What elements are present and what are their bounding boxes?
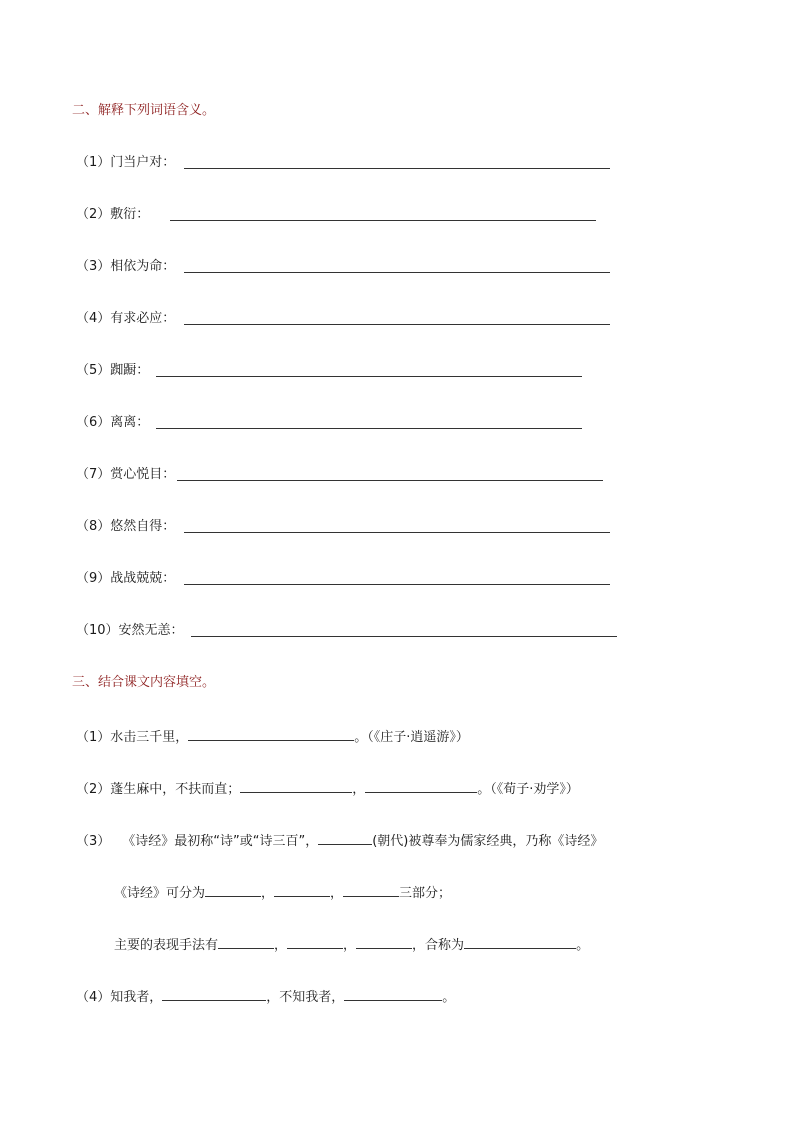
q3-line3-text-a: 主要的表现手法有 (114, 938, 219, 953)
q1-prefix: （1）水击三千里， (76, 730, 189, 745)
q3-line2-text-b: 三部分； (399, 886, 452, 901)
vocab-item-7: （7）赏心悦目： (76, 467, 176, 482)
q1-suffix: 。（《庄子·逍遥游》） (354, 730, 469, 745)
vocab-item-5: （5）踟蹰： (76, 363, 150, 378)
q3-combined-name-blank[interactable] (464, 935, 576, 949)
vocab-item-4: （4）有求必应： (76, 311, 176, 326)
fill-question-3-line-1 (76, 831, 603, 850)
answer-line-5[interactable] (156, 376, 582, 377)
q4-prefix: （4）知我者， (76, 990, 163, 1005)
q3-dynasty-blank[interactable] (318, 831, 372, 845)
answer-line-1[interactable] (184, 168, 610, 169)
q3-part-blank-3[interactable] (343, 883, 399, 897)
vocab-item-6: （6）离离： (76, 415, 150, 430)
answer-line-9[interactable] (184, 584, 610, 585)
answer-line-3[interactable] (184, 272, 610, 273)
answer-line-8[interactable] (184, 532, 610, 533)
q4-middle: ，不知我者， (266, 990, 345, 1005)
q3-line3-text-b: ，合称为 (412, 938, 465, 953)
vocab-item-9: （9）战战兢兢： (76, 571, 176, 586)
q3-end: 。 (576, 938, 590, 953)
answer-line-7[interactable] (177, 480, 603, 481)
fill-question-1 (76, 727, 469, 746)
vocab-item-3: （3）相依为命： (76, 259, 176, 274)
q2-prefix: （2）蓬生麻中，不扶而直； (76, 782, 241, 797)
q3-technique-blank-1[interactable] (218, 935, 274, 949)
q3-sep-3: ， (274, 938, 288, 953)
vocab-item-10: （10）安然无恙： (76, 623, 184, 638)
q4-blank-2[interactable] (344, 987, 442, 1001)
q3-technique-blank-2[interactable] (287, 935, 343, 949)
q3-sep-1: ， (261, 886, 275, 901)
q3-part-blank-1[interactable] (205, 883, 261, 897)
q3-line1-text-a: 《诗经》最初称“诗”或“诗三百”， (122, 834, 319, 849)
q2-blank-2[interactable] (365, 779, 477, 793)
q3-technique-blank-3[interactable] (356, 935, 412, 949)
fill-question-4 (76, 987, 455, 1006)
q2-separator: ， (352, 782, 366, 797)
section-2-title: 二、解释下列词语含义。 (72, 103, 216, 118)
q3-number: （3） (76, 834, 111, 849)
fill-question-3-line-2 (114, 883, 451, 902)
answer-line-6[interactable] (156, 428, 582, 429)
q3-sep-2: ， (330, 886, 344, 901)
q2-suffix: 。（《荀子·劝学》） (477, 782, 579, 797)
answer-line-10[interactable] (191, 636, 617, 637)
q3-sep-4: ， (343, 938, 357, 953)
answer-line-4[interactable] (184, 324, 610, 325)
q3-part-blank-2[interactable] (274, 883, 330, 897)
section-3-title: 三、结合课文内容填空。 (72, 675, 216, 690)
fill-question-3-line-3 (114, 935, 589, 954)
fill-question-2 (76, 779, 579, 798)
q3-line1-text-b: (朝代)被尊奉为儒家经典，乃称《诗经》 (372, 834, 604, 849)
vocab-item-8: （8）悠然自得： (76, 519, 176, 534)
q4-suffix: 。 (442, 990, 456, 1005)
vocab-item-1: （1）门当户对： (76, 155, 176, 170)
q3-line2-text-a: 《诗经》可分为 (114, 886, 206, 901)
q4-blank-1[interactable] (162, 987, 266, 1001)
q1-blank[interactable] (188, 727, 354, 741)
q2-blank-1[interactable] (240, 779, 352, 793)
vocab-item-2: （2）敷衍： (76, 207, 150, 222)
answer-line-2[interactable] (170, 220, 596, 221)
